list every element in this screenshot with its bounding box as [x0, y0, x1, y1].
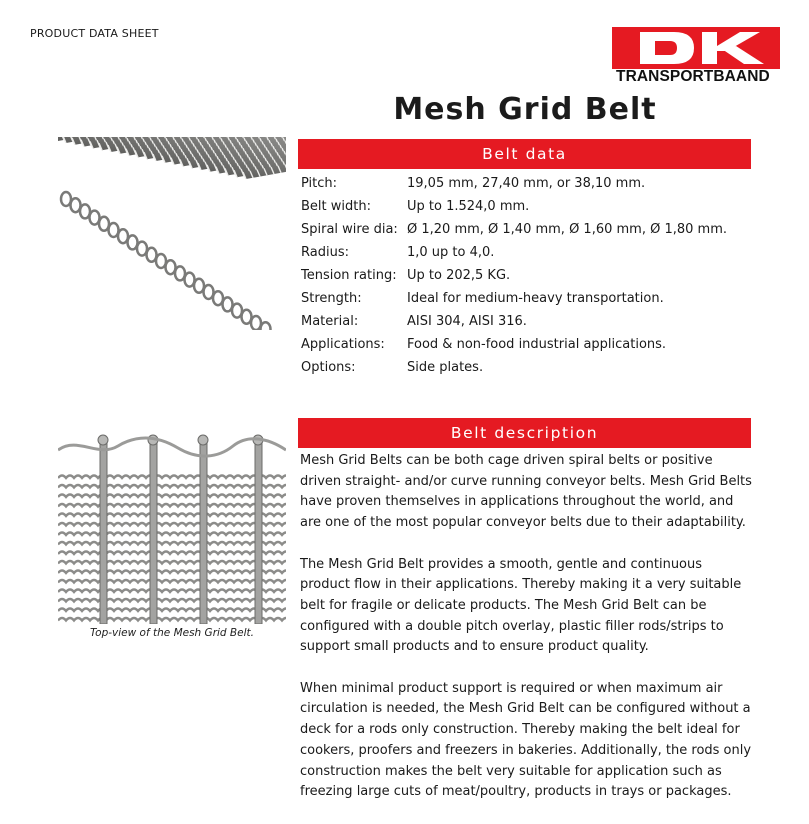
spec-value: Up to 202,5 KG.	[407, 264, 751, 287]
belt-top-view-image	[58, 428, 286, 624]
doc-type-label: PRODUCT DATA SHEET	[30, 27, 159, 40]
belt-description-heading: Belt description	[298, 418, 751, 448]
spec-row	[301, 241, 751, 264]
spec-row	[301, 218, 751, 241]
spec-row	[301, 172, 751, 195]
spec-label: Tension rating:	[301, 264, 407, 287]
spec-row	[301, 310, 751, 333]
spec-label: Radius:	[301, 241, 407, 264]
spec-value: 1,0 up to 4,0.	[407, 241, 751, 264]
image-caption: Top-view of the Mesh Grid Belt.	[58, 627, 286, 639]
spec-value: Ideal for medium-heavy transportation.	[407, 287, 751, 310]
spec-row	[301, 264, 751, 287]
description-paragraph: When minimal product support is required or when maximum air circulation is needed, the Mesh Grid Belt can be configured without a deck for a rods only construction. Thereby making the belt ideal for cookers, proofers and freezers in bakeries. Additionally, the rods only construction makes the belt very suitable for application such as freezing large cuts of meat/poultry, products in trays or packages.	[300, 679, 752, 803]
dk-logo-mark	[612, 27, 780, 69]
dk-transportbaand-logo	[612, 27, 782, 89]
spec-row	[301, 333, 751, 356]
spec-label: Applications:	[301, 333, 407, 356]
belt-perspective-image	[58, 137, 286, 330]
spec-label: Strength:	[301, 287, 407, 310]
spec-row	[301, 287, 751, 310]
belt-description-text	[300, 451, 752, 824]
spec-value: 19,05 mm, 27,40 mm, or 38,10 mm.	[407, 172, 751, 195]
spec-label: Pitch:	[301, 172, 407, 195]
spec-value: Food & non-food industrial applications.	[407, 333, 751, 356]
belt-data-heading: Belt data	[298, 139, 751, 169]
spec-label: Options:	[301, 356, 407, 379]
spec-value: Ø 1,20 mm, Ø 1,40 mm, Ø 1,60 mm, Ø 1,80 mm.	[407, 218, 751, 241]
page-title: Mesh Grid Belt	[300, 92, 750, 127]
description-paragraph: Mesh Grid Belts can be both cage driven spiral belts or positive driven straight- and/or curve running conveyor belts. Mesh Grid Belts have proven themselves in applications throughout the world, and are one of the most popular conveyor belts due to their adaptability.	[300, 451, 752, 534]
spec-row	[301, 195, 751, 218]
spec-label: Spiral wire dia:	[301, 218, 407, 241]
spec-value: Up to 1.524,0 mm.	[407, 195, 751, 218]
spec-value: Side plates.	[407, 356, 751, 379]
spec-label: Belt width:	[301, 195, 407, 218]
description-paragraph: The Mesh Grid Belt provides a smooth, gentle and continuous product flow in their applications. Thereby making it a very suitable belt for fragile or delicate products. The Mesh Grid Belt can be configured with a double pitch overlay, plastic filler rods/strips to support small products and to ensure product quality.	[300, 555, 752, 659]
spec-value: AISI 304, AISI 316.	[407, 310, 751, 333]
belt-data-table	[301, 172, 751, 379]
spec-label: Material:	[301, 310, 407, 333]
spec-row	[301, 356, 751, 379]
logo-wordmark: TRANSPORTBAAND	[616, 68, 770, 86]
